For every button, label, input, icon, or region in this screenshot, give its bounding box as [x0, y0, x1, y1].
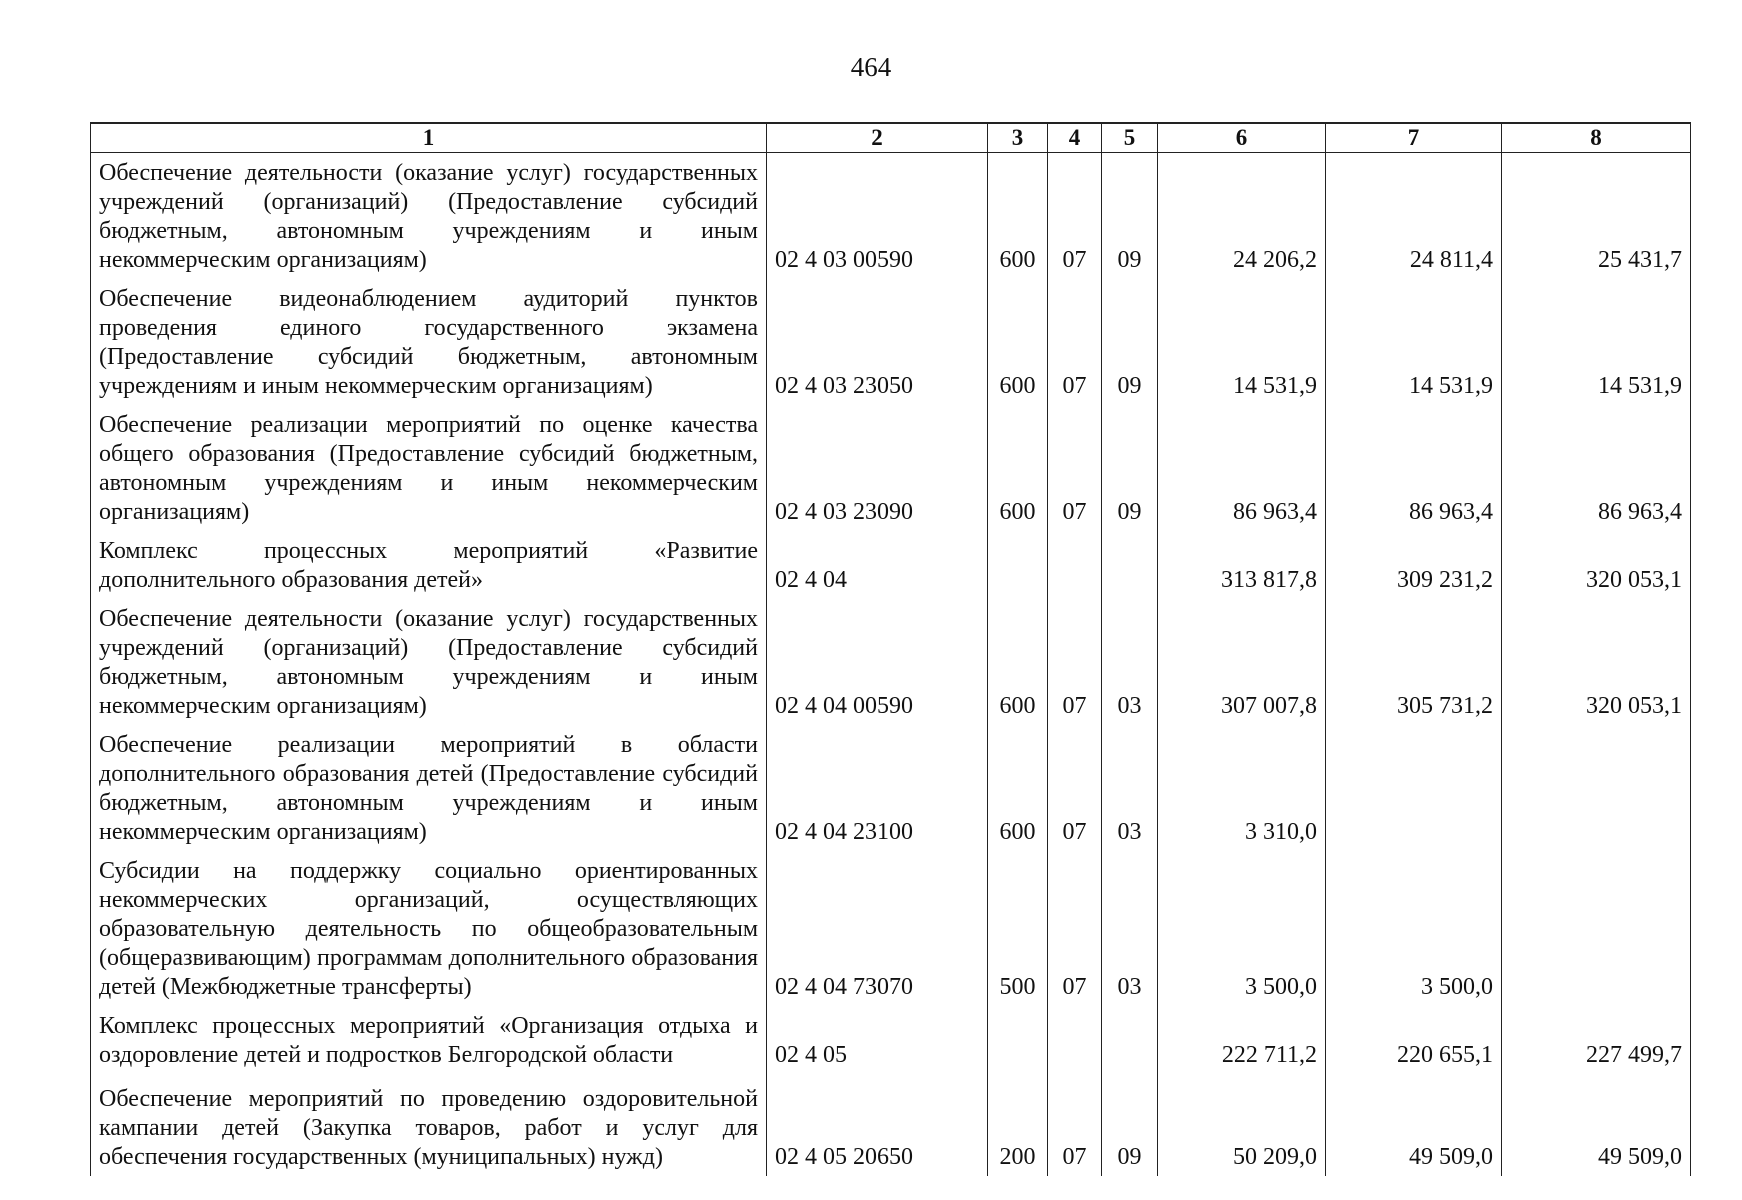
header-col-5: 5	[1102, 123, 1158, 153]
row-col-3: 600	[988, 599, 1048, 725]
row-value-8: 14 531,9	[1502, 279, 1691, 405]
row-value-8: 86 963,4	[1502, 405, 1691, 531]
row-name: Обеспечение видеонаблюдением аудиторий пунктов проведения единого государственного экзамена (Предоставление субсидий бюджетным, автономным учреждениям и иным некоммерческим организациям)	[91, 279, 767, 405]
row-col-3: 600	[988, 405, 1048, 531]
row-name: Обеспечение мероприятий по проведению оздоровительной кампании детей (Закупка товаров, работ и услуг для обеспечения государственных (муниципальных) нужд)	[91, 1074, 767, 1176]
row-value-6: 313 817,8	[1158, 531, 1326, 599]
row-col-4: 07	[1048, 405, 1102, 531]
row-col-5	[1102, 1006, 1158, 1074]
table-row	[91, 153, 1691, 280]
row-col-4	[1048, 1006, 1102, 1074]
row-col-5: 09	[1102, 279, 1158, 405]
table-row	[91, 851, 1691, 1006]
row-value-6: 50 209,0	[1158, 1074, 1326, 1176]
row-value-6: 24 206,2	[1158, 153, 1326, 280]
row-col-3: 600	[988, 153, 1048, 280]
row-col-5	[1102, 531, 1158, 599]
row-value-8	[1502, 725, 1691, 851]
row-col-5: 09	[1102, 1074, 1158, 1176]
row-value-6: 3 310,0	[1158, 725, 1326, 851]
table-row	[91, 279, 1691, 405]
row-value-8: 25 431,7	[1502, 153, 1691, 280]
row-col-4: 07	[1048, 725, 1102, 851]
row-col-3: 200	[988, 1074, 1048, 1176]
row-col-5: 03	[1102, 599, 1158, 725]
row-col-4: 07	[1048, 1074, 1102, 1176]
row-code: 02 4 03 23050	[767, 279, 988, 405]
row-col-4: 07	[1048, 599, 1102, 725]
row-name: Обеспечение реализации мероприятий в области дополнительного образования детей (Предоставление субсидий бюджетным, автономным учреждениям и иным некоммерческим организациям)	[91, 725, 767, 851]
row-value-7: 49 509,0	[1326, 1074, 1502, 1176]
row-name: Комплекс процессных мероприятий «Развитие дополнительного образования детей»	[91, 531, 767, 599]
row-code: 02 4 04 23100	[767, 725, 988, 851]
row-code: 02 4 04 00590	[767, 599, 988, 725]
row-value-7: 309 231,2	[1326, 531, 1502, 599]
row-col-5: 03	[1102, 725, 1158, 851]
row-col-3	[988, 1006, 1048, 1074]
table-row	[91, 599, 1691, 725]
row-value-7: 305 731,2	[1326, 599, 1502, 725]
row-code: 02 4 05 20650	[767, 1074, 988, 1176]
table-row	[91, 531, 1691, 599]
row-col-5: 09	[1102, 153, 1158, 280]
row-code: 02 4 03 00590	[767, 153, 988, 280]
row-col-3: 500	[988, 851, 1048, 1006]
row-name: Обеспечение деятельности (оказание услуг) государственных учреждений (организаций) (Предоставление субсидий бюджетным, автономным учреждениям и иным некоммерческим организациям)	[91, 153, 767, 280]
row-name: Обеспечение реализации мероприятий по оценке качества общего образования (Предоставление субсидий бюджетным, автономным учреждениям и иным некоммерческим организациям)	[91, 405, 767, 531]
row-col-3: 600	[988, 725, 1048, 851]
header-col-7: 7	[1326, 123, 1502, 153]
row-code: 02 4 05	[767, 1006, 988, 1074]
row-code: 02 4 04	[767, 531, 988, 599]
row-value-7: 14 531,9	[1326, 279, 1502, 405]
row-value-8: 49 509,0	[1502, 1074, 1691, 1176]
row-col-3: 600	[988, 279, 1048, 405]
row-code: 02 4 03 23090	[767, 405, 988, 531]
row-value-7: 3 500,0	[1326, 851, 1502, 1006]
table-header	[91, 123, 1691, 153]
table-row	[91, 1074, 1691, 1176]
row-value-6: 86 963,4	[1158, 405, 1326, 531]
header-col-1: 1	[91, 123, 767, 153]
table-row	[91, 725, 1691, 851]
table-row	[91, 1006, 1691, 1074]
row-value-8: 320 053,1	[1502, 599, 1691, 725]
row-col-4: 07	[1048, 153, 1102, 280]
row-code: 02 4 04 73070	[767, 851, 988, 1006]
row-value-6: 307 007,8	[1158, 599, 1326, 725]
row-value-8: 227 499,7	[1502, 1006, 1691, 1074]
row-col-4	[1048, 531, 1102, 599]
row-value-7: 220 655,1	[1326, 1006, 1502, 1074]
row-value-7: 24 811,4	[1326, 153, 1502, 280]
header-col-2: 2	[767, 123, 988, 153]
header-col-8: 8	[1502, 123, 1691, 153]
row-name: Субсидии на поддержку социально ориентированных некоммерческих организаций, осуществляющих образовательную деятельность по общеобразовательным (общеразвивающим) программам дополнительного образования детей (Межбюджетные трансферты)	[91, 851, 767, 1006]
row-col-3	[988, 531, 1048, 599]
row-name: Обеспечение деятельности (оказание услуг) государственных учреждений (организаций) (Предоставление субсидий бюджетным, автономным учреждениям и иным некоммерческим организациям)	[91, 599, 767, 725]
row-col-4: 07	[1048, 279, 1102, 405]
row-value-8	[1502, 851, 1691, 1006]
header-col-6: 6	[1158, 123, 1326, 153]
table-row	[91, 405, 1691, 531]
budget-table	[90, 122, 1691, 1176]
row-value-7: 86 963,4	[1326, 405, 1502, 531]
row-col-5: 09	[1102, 405, 1158, 531]
row-value-6: 3 500,0	[1158, 851, 1326, 1006]
header-col-3: 3	[988, 123, 1048, 153]
row-value-8: 320 053,1	[1502, 531, 1691, 599]
row-col-4: 07	[1048, 851, 1102, 1006]
row-name: Комплекс процессных мероприятий «Организация отдыха и оздоровление детей и подростков Белгородской области	[91, 1006, 767, 1074]
row-value-6: 222 711,2	[1158, 1006, 1326, 1074]
page-number: 464	[850, 52, 892, 82]
row-col-5: 03	[1102, 851, 1158, 1006]
row-value-6: 14 531,9	[1158, 279, 1326, 405]
row-value-7	[1326, 725, 1502, 851]
header-col-4: 4	[1048, 123, 1102, 153]
